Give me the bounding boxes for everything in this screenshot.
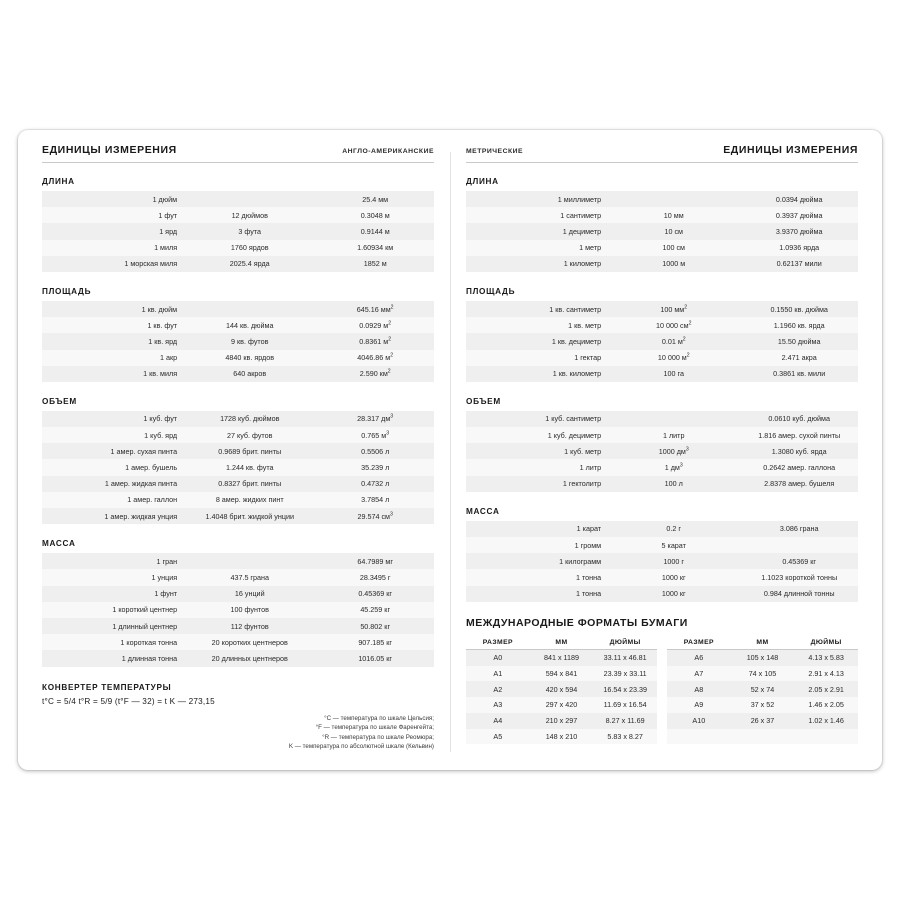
conversion-table (466, 521, 858, 602)
table-cell: 1 миля (42, 240, 183, 256)
table-cell: 1000 кг (607, 586, 740, 602)
table-cell: 1 амер. сухая пинта (42, 443, 183, 459)
table-cell: 0.8361 $м^2$ (316, 333, 434, 349)
table-cell: 1760 ярдов (183, 240, 316, 256)
table-cell: 1 дюйм (42, 191, 183, 207)
table-cell: 1000 м (607, 256, 740, 272)
table-cell: 0.3937 дюйма (740, 207, 858, 223)
table-cell: 100 $мм^2$ (607, 301, 740, 317)
table-cell: 50.802 кг (316, 618, 434, 634)
paper-column-header: ДЮЙМЫ (593, 636, 657, 650)
unit-section (42, 397, 434, 524)
conversion-table (42, 553, 434, 666)
table-cell: 1 короткая тонна (42, 634, 183, 650)
table-cell: 1 карат (466, 521, 607, 537)
table-cell: 1 кв. миля (42, 366, 183, 382)
table-cell: 74 x 105 (731, 666, 795, 682)
table-cell: 907.185 кг (316, 634, 434, 650)
table-cell: 28.3495 г (316, 569, 434, 585)
table-row (466, 256, 858, 272)
table-cell: A8 (667, 681, 731, 697)
table-cell: 0.3048 м (316, 207, 434, 223)
table-cell: 420 x 594 (530, 681, 594, 697)
table-cell: 100 л (607, 476, 740, 492)
table-cell: 3 фута (183, 223, 316, 239)
right-column (450, 144, 866, 758)
table-row (466, 427, 858, 443)
paper-formats-title: МЕЖДУНАРОДНЫЕ ФОРМАТЫ БУМАГИ (466, 616, 688, 629)
table-cell: 594 x 841 (530, 666, 594, 682)
table-cell: 29.574 $см^3$ (316, 508, 434, 524)
table-cell: 3.086 грана (740, 521, 858, 537)
left-header-subtitle: АНГЛО-АМЕРИКАНСКИЕ (342, 148, 434, 155)
paper-table-right (667, 636, 858, 745)
table-cell: 1 кв. ярд (42, 333, 183, 349)
table-cell: 45.259 кг (316, 602, 434, 618)
table-row (42, 207, 434, 223)
temperature-notes (42, 714, 434, 752)
table-cell: 2.05 x 2.91 (794, 681, 858, 697)
table-cell: 28.317 $дм^3$ (316, 411, 434, 427)
table-cell: 4046.86 $м^2$ (316, 350, 434, 366)
right-header (466, 144, 858, 163)
table-cell: 1 морская миля (42, 256, 183, 272)
table-cell: 64.7989 мг (316, 553, 434, 569)
table-cell: 1 кв. сантиметр (466, 301, 607, 317)
table-row (466, 317, 858, 333)
table-row (466, 569, 858, 585)
left-header (42, 144, 434, 163)
table-cell: 9 кв. футов (183, 333, 316, 349)
table-row (466, 350, 858, 366)
table-cell: 1 кв. фут (42, 317, 183, 333)
paper-column-header: ДЮЙМЫ (794, 636, 858, 650)
table-cell: 0.984 длинной тонны (740, 586, 858, 602)
table-cell: 37 x 52 (731, 697, 795, 713)
table-cell: 26 x 37 (731, 713, 795, 729)
table-cell: 1 метр (466, 240, 607, 256)
table-row (466, 666, 657, 682)
unit-section (466, 397, 858, 492)
table-cell (607, 191, 740, 207)
table-cell: 640 акров (183, 366, 316, 382)
table-row (42, 317, 434, 333)
table-cell: 25.4 мм (316, 191, 434, 207)
table-cell: 33.11 x 46.81 (593, 649, 657, 665)
conversion-table (466, 301, 858, 382)
table-cell: 2025.4 ярда (183, 256, 316, 272)
table-row (466, 697, 657, 713)
table-cell: 10 мм (607, 207, 740, 223)
table-row (466, 366, 858, 382)
table-cell (667, 729, 731, 745)
table-row (466, 207, 858, 223)
unit-section (42, 287, 434, 382)
unit-section (42, 539, 434, 666)
paper-column-header: ММ (530, 636, 594, 650)
table-cell: 0.45369 кг (316, 586, 434, 602)
table-cell: 1852 м (316, 256, 434, 272)
table-cell (607, 411, 740, 427)
unit-section-title: ОБЪЕМ (466, 396, 501, 406)
table-row (42, 459, 434, 475)
table-cell: 100 см (607, 240, 740, 256)
table-cell: 11.69 x 16.54 (593, 697, 657, 713)
conversion-table (466, 411, 858, 492)
reference-card (18, 130, 882, 770)
table-cell: A9 (667, 697, 731, 713)
right-header-subtitle: МЕТРИЧЕСКИЕ (466, 148, 524, 155)
table-cell: 112 фунтов (183, 618, 316, 634)
table-cell: 1 километр (466, 256, 607, 272)
conversion-table (42, 191, 434, 272)
table-row (466, 713, 657, 729)
table-row (466, 411, 858, 427)
table-cell: 20 коротких центнеров (183, 634, 316, 650)
table-cell (740, 537, 858, 553)
table-cell: 100 га (607, 366, 740, 382)
table-row (42, 223, 434, 239)
table-cell: 1 тонна (466, 569, 607, 585)
table-cell: 1 сантиметр (466, 207, 607, 223)
table-cell: 1 куб. сантиметр (466, 411, 607, 427)
table-row (42, 476, 434, 492)
table-cell: 1.1960 кв. ярда (740, 317, 858, 333)
table-cell: 1 короткий центнер (42, 602, 183, 618)
table-row (667, 649, 858, 665)
temperature-title: КОНВЕРТЕР ТЕМПЕРАТУРЫ (42, 682, 172, 692)
temperature-converter (42, 683, 434, 752)
table-row (466, 443, 858, 459)
table-cell: 1 кв. дециметр (466, 333, 607, 349)
unit-section-title: ПЛОЩАДЬ (466, 286, 516, 296)
unit-section-title: МАССА (466, 506, 500, 516)
table-row (466, 301, 858, 317)
table-cell: 144 кв. дюйма (183, 317, 316, 333)
table-cell: 12 дюймов (183, 207, 316, 223)
table-row (42, 602, 434, 618)
table-cell: 5 карат (607, 537, 740, 553)
table-cell: 210 x 297 (530, 713, 594, 729)
paper-column-header: ММ (731, 636, 795, 650)
unit-section (466, 177, 858, 272)
table-cell: 1 амер. жидкая пинта (42, 476, 183, 492)
table-row (466, 586, 858, 602)
table-cell: 1.0936 ярда (740, 240, 858, 256)
right-sections (466, 177, 858, 602)
table-row (667, 713, 858, 729)
table-cell: 1 акр (42, 350, 183, 366)
table-cell: 27 куб. футов (183, 427, 316, 443)
table-cell: 1 амер. бушель (42, 459, 183, 475)
table-cell: 1016.05 кг (316, 650, 434, 666)
table-row (466, 729, 657, 745)
table-cell: 1.3080 куб. ярда (740, 443, 858, 459)
table-cell: 0.3861 кв. мили (740, 366, 858, 382)
temperature-note: °F — температура по шкале Фаренгейта; (315, 724, 434, 732)
unit-section-title: ОБЪЕМ (42, 396, 77, 406)
table-cell: 1.46 x 2.05 (794, 697, 858, 713)
table-cell: 2.471 акра (740, 350, 858, 366)
table-cell (183, 191, 316, 207)
table-cell: 1 кв. километр (466, 366, 607, 382)
table-row (42, 411, 434, 427)
table-row (466, 223, 858, 239)
table-row (42, 301, 434, 317)
table-cell: 10 см (607, 223, 740, 239)
table-row (466, 553, 858, 569)
paper-column-header: РАЗМЕР (667, 636, 731, 650)
table-cell: 1.244 кв. фута (183, 459, 316, 475)
table-cell: 1 литр (466, 459, 607, 475)
table-cell: 16.54 x 23.39 (593, 681, 657, 697)
table-cell: 0.62137 мили (740, 256, 858, 272)
table-row (42, 366, 434, 382)
table-cell: 20 длинных центнеров (183, 650, 316, 666)
table-row (466, 537, 858, 553)
table-cell: 1 гектолитр (466, 476, 607, 492)
table-cell: 15.50 дюйма (740, 333, 858, 349)
table-cell: 1 килограмм (466, 553, 607, 569)
unit-section-title: ПЛОЩАДЬ (42, 286, 92, 296)
table-cell (183, 301, 316, 317)
table-row (466, 649, 657, 665)
table-cell: 1 амер. жидкая унция (42, 508, 183, 524)
conversion-table (42, 411, 434, 524)
table-cell: 1 кв. дюйм (42, 301, 183, 317)
table-cell: 4840 кв. ярдов (183, 350, 316, 366)
table-cell: A7 (667, 666, 731, 682)
table-cell: 52 x 74 (731, 681, 795, 697)
table-cell: 0.0394 дюйма (740, 191, 858, 207)
table-row (667, 666, 858, 682)
conversion-table (466, 191, 858, 272)
table-cell: 1 кв. метр (466, 317, 607, 333)
table-cell: 2.91 x 4.13 (794, 666, 858, 682)
left-column (34, 144, 450, 758)
table-cell: A3 (466, 697, 530, 713)
table-cell: 0.0610 куб. дюйма (740, 411, 858, 427)
table-cell: A0 (466, 649, 530, 665)
unit-section-title: МАССА (42, 539, 76, 549)
table-row (42, 256, 434, 272)
table-row (667, 729, 858, 745)
table-cell: 1 тонна (466, 586, 607, 602)
table-cell: 8 амер. жидких пинт (183, 492, 316, 508)
table-cell: 1 миллиметр (466, 191, 607, 207)
table-cell: 1728 куб. дюймов (183, 411, 316, 427)
table-row (466, 459, 858, 475)
right-header-title: ЕДИНИЦЫ ИЗМЕРЕНИЯ (723, 144, 858, 156)
table-cell: 0.5506 л (316, 443, 434, 459)
table-cell: 4.13 x 5.83 (794, 649, 858, 665)
table-cell: 35.239 л (316, 459, 434, 475)
table-row (42, 350, 434, 366)
table-cell: 297 x 420 (530, 697, 594, 713)
table-cell: 1 громм (466, 537, 607, 553)
table-cell: A4 (466, 713, 530, 729)
table-cell: 1 куб. дециметр (466, 427, 607, 443)
paper-column-header: РАЗМЕР (466, 636, 530, 650)
table-row (466, 191, 858, 207)
table-row (42, 508, 434, 524)
table-row (466, 333, 858, 349)
table-cell: A5 (466, 729, 530, 745)
table-cell: 0.2 г (607, 521, 740, 537)
table-cell: 1 длинная тонна (42, 650, 183, 666)
table-cell: 1 фут (42, 207, 183, 223)
table-cell: 0.1550 кв. дюйма (740, 301, 858, 317)
table-cell: 0.45369 кг (740, 553, 858, 569)
table-row (42, 650, 434, 666)
table-row (667, 697, 858, 713)
table-cell: 0.4732 л (316, 476, 434, 492)
table-cell: 1 куб. фут (42, 411, 183, 427)
table-cell (731, 729, 795, 745)
table-cell: 0.765 $м^3$ (316, 427, 434, 443)
table-cell: 1 гран (42, 553, 183, 569)
table-row (42, 492, 434, 508)
table-cell: 1.816 амер. сухой пинты (740, 427, 858, 443)
table-cell: 0.9689 брит. пинты (183, 443, 316, 459)
table-cell: 10 000 $м^2$ (607, 350, 740, 366)
table-row (42, 553, 434, 569)
left-header-title: ЕДИНИЦЫ ИЗМЕРЕНИЯ (42, 144, 177, 156)
table-cell: 5.83 x 8.27 (593, 729, 657, 745)
table-cell: 1 куб. метр (466, 443, 607, 459)
table-cell: 1.02 x 1.46 (794, 713, 858, 729)
table-cell: 1000 кг (607, 569, 740, 585)
table-cell: 23.39 x 33.11 (593, 666, 657, 682)
table-cell (794, 729, 858, 745)
table-cell: 0.01 $м^2$ (607, 333, 740, 349)
table-cell: 1 дециметр (466, 223, 607, 239)
table-cell: 437.5 грана (183, 569, 316, 585)
temperature-formula: t°C = 5/4 t°R = 5/9 (t°F — 32) = t K — 273,15 (42, 696, 215, 706)
unit-section-title: ДЛИНА (466, 177, 499, 186)
unit-section (466, 287, 858, 382)
table-cell: 645.16 $мм^2$ (316, 301, 434, 317)
table-row (667, 681, 858, 697)
conversion-table (42, 301, 434, 382)
table-row (42, 427, 434, 443)
table-cell: 100 фунтов (183, 602, 316, 618)
table-cell: 1000 $дм^3$ (607, 443, 740, 459)
table-cell (183, 553, 316, 569)
table-cell: A10 (667, 713, 731, 729)
table-row (466, 681, 657, 697)
table-cell: A2 (466, 681, 530, 697)
table-cell: 3.7854 л (316, 492, 434, 508)
table-row (42, 240, 434, 256)
table-cell: 16 унций (183, 586, 316, 602)
table-cell: 105 x 148 (731, 649, 795, 665)
table-cell: 1000 г (607, 553, 740, 569)
table-cell: 2.8378 амер. бушеля (740, 476, 858, 492)
table-cell: 8.27 x 11.69 (593, 713, 657, 729)
table-cell: A1 (466, 666, 530, 682)
table-cell: 1.4048 брит. жидкой унции (183, 508, 316, 524)
table-cell: 1 куб. ярд (42, 427, 183, 443)
table-cell: 1 амер. галлон (42, 492, 183, 508)
table-cell: 841 x 1189 (530, 649, 594, 665)
temperature-note: °R — температура по шкале Реомюра; (322, 733, 434, 741)
unit-section (42, 177, 434, 272)
table-cell: 1.60934 км (316, 240, 434, 256)
table-row (42, 586, 434, 602)
table-row (42, 443, 434, 459)
table-cell: 1 $дм^3$ (607, 459, 740, 475)
table-cell: 1 фунт (42, 586, 183, 602)
table-cell: 1 длинный центнер (42, 618, 183, 634)
table-row (42, 191, 434, 207)
table-row (466, 240, 858, 256)
table-cell: 2.590 $км^2$ (316, 366, 434, 382)
table-cell: 1.1023 короткой тонны (740, 569, 858, 585)
table-cell: 0.0929 $м^2$ (316, 317, 434, 333)
table-row (42, 634, 434, 650)
table-cell: 1 унция (42, 569, 183, 585)
unit-section-title: ДЛИНА (42, 177, 75, 186)
unit-section (466, 507, 858, 602)
table-cell: 1 гектар (466, 350, 607, 366)
paper-table-left (466, 636, 657, 745)
left-sections (42, 177, 434, 667)
table-cell: 10 000 $см^2$ (607, 317, 740, 333)
table-cell: 3.9370 дюйма (740, 223, 858, 239)
table-row (42, 569, 434, 585)
table-cell: 1 ярд (42, 223, 183, 239)
table-cell: 0.9144 м (316, 223, 434, 239)
table-row (466, 521, 858, 537)
temperature-note: °C — температура по шкале Цельсия; (324, 714, 434, 722)
table-row (42, 333, 434, 349)
table-row (42, 618, 434, 634)
temperature-note: K — температура по абсолютной шкале (Кельвин) (288, 743, 434, 751)
table-cell: 0.2642 амер. галлона (740, 459, 858, 475)
paper-formats-section (466, 617, 858, 745)
table-row (466, 476, 858, 492)
table-cell: A6 (667, 649, 731, 665)
table-cell: 0.8327 брит. пинты (183, 476, 316, 492)
table-cell: 148 x 210 (530, 729, 594, 745)
table-cell: 1 литр (607, 427, 740, 443)
